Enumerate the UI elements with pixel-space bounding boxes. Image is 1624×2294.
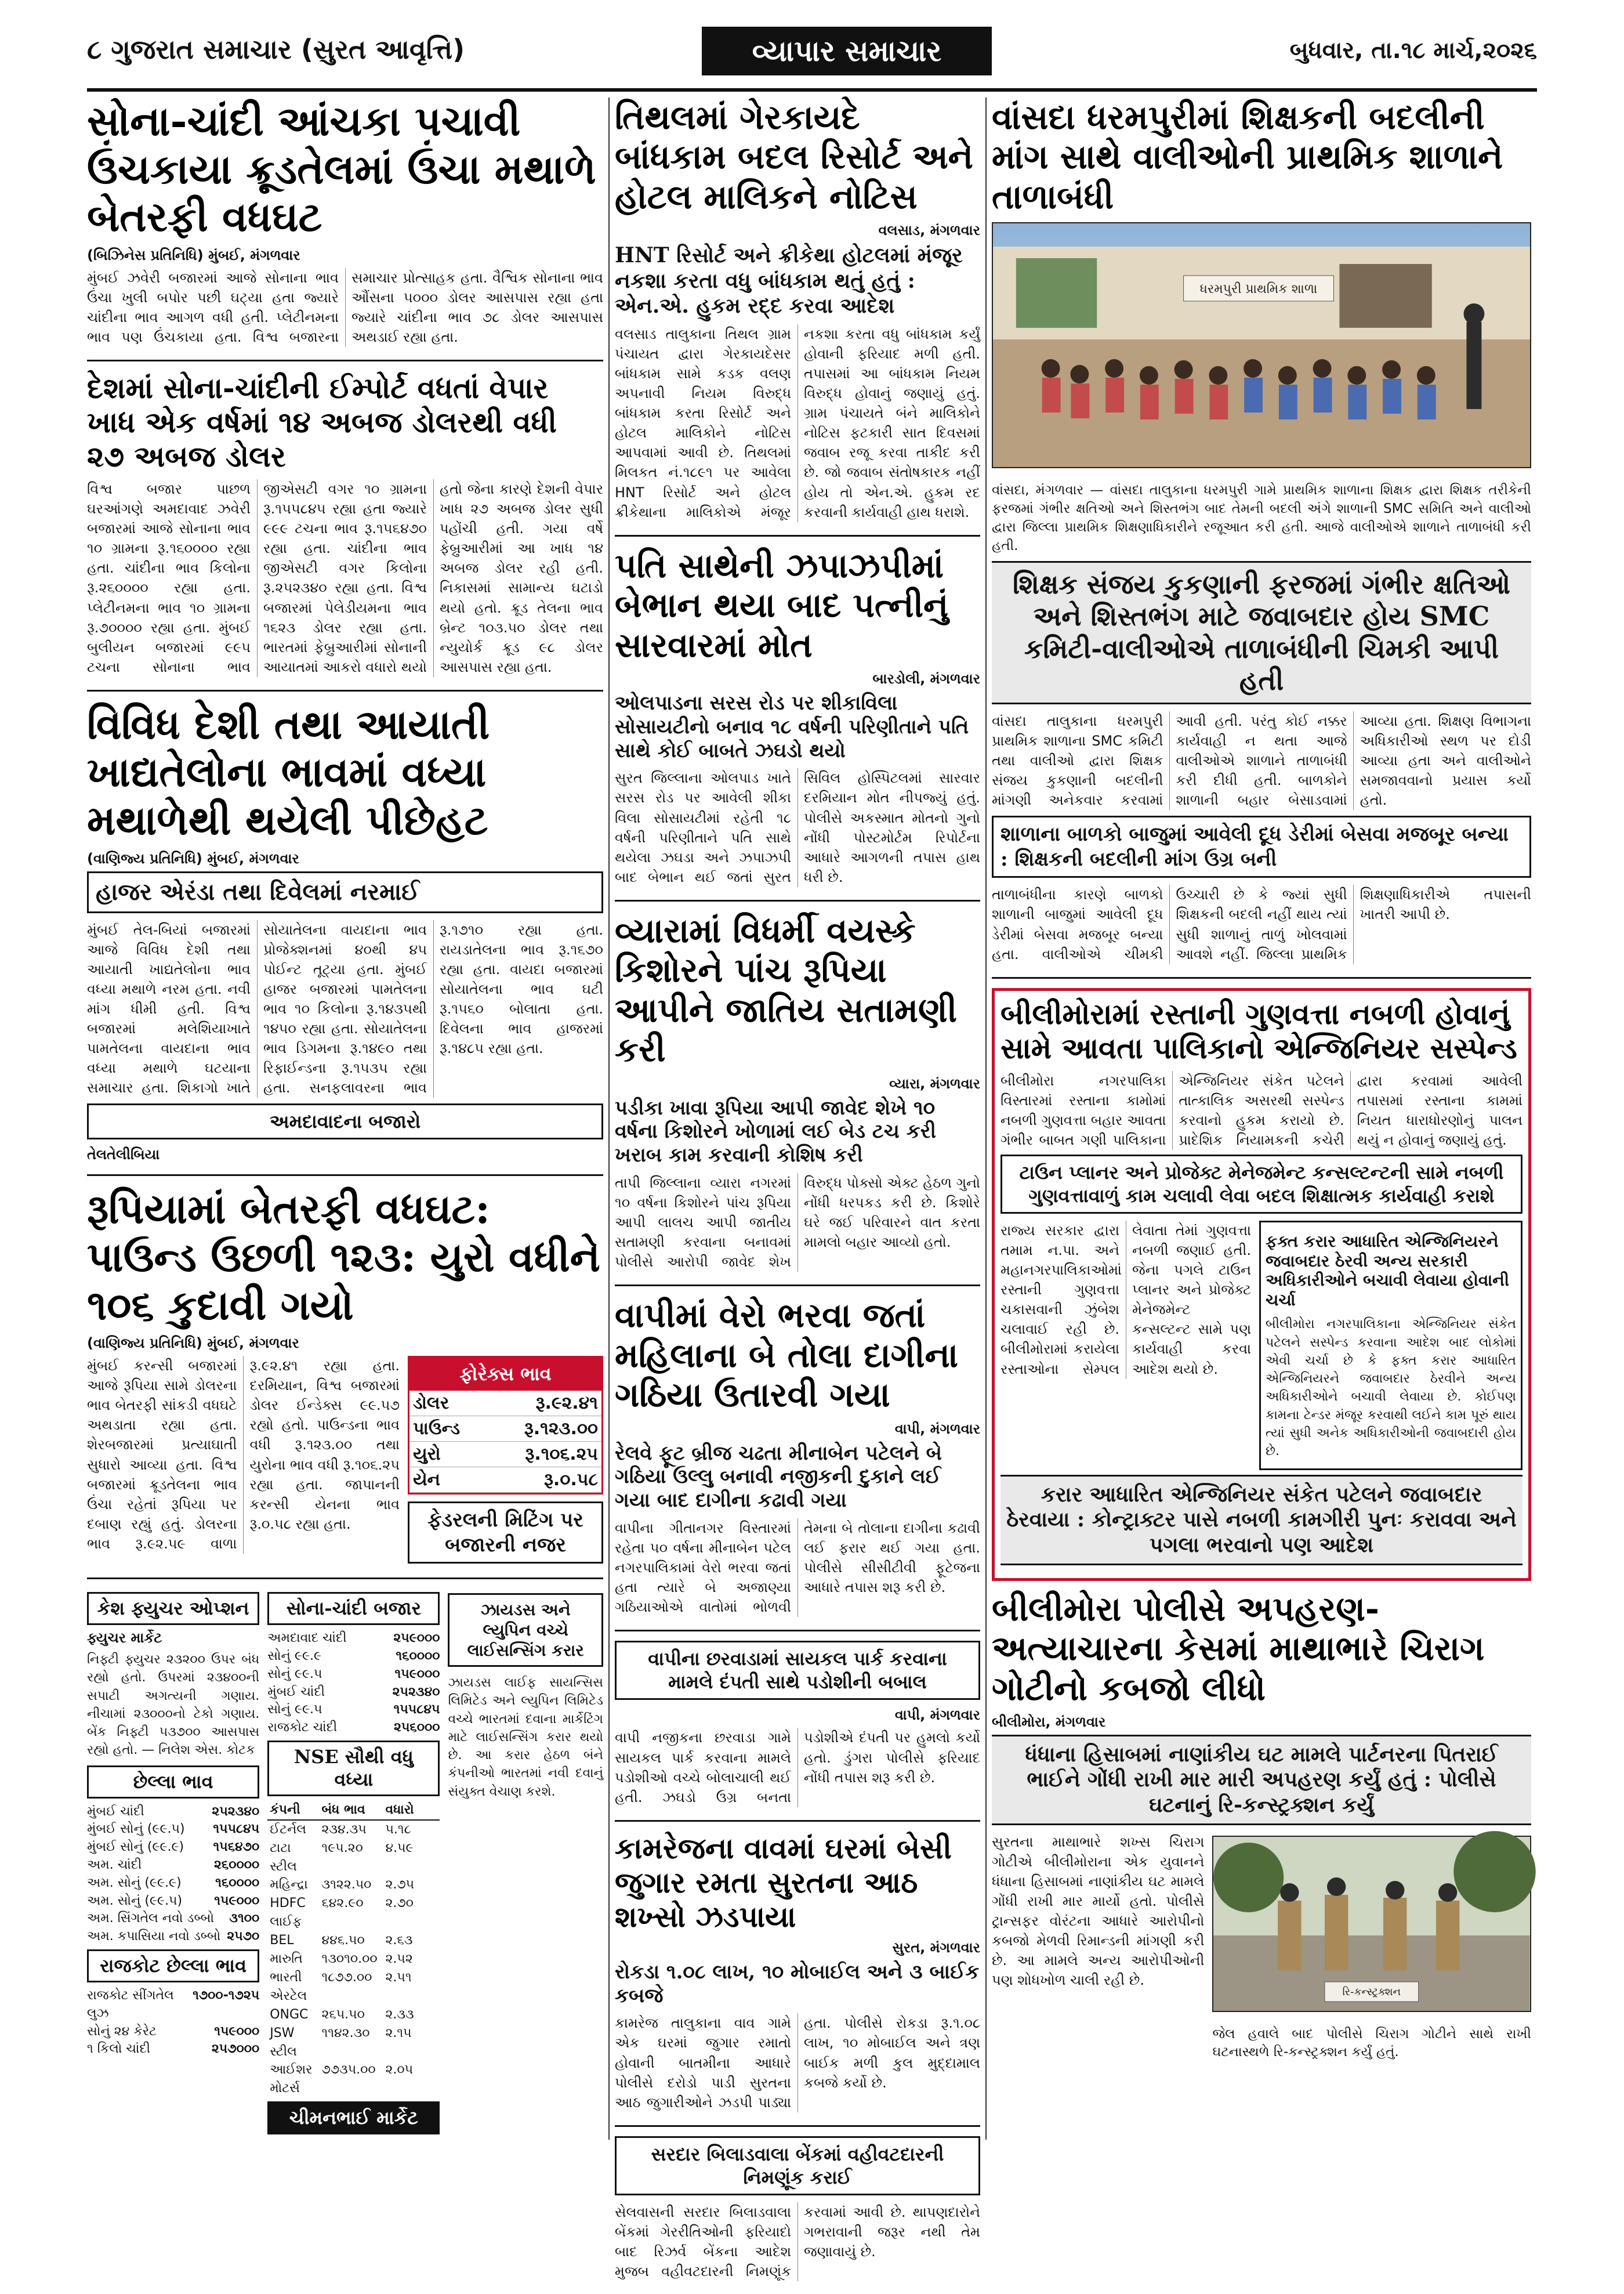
latest-rate-label: અમ. સોનું (૯૯.૯) — [87, 1875, 182, 1890]
rajkot-rate-value: ૨૫૭૦૦૦ — [211, 2042, 260, 2057]
subheadline-box: શાળાના બાળકો બાજુમાં આવેલી દૂધ ડેરીમાં બેસવા મજબૂર બન્યા : શિક્ષકની બદલીની માંગ ઉગ્ર બની — [992, 816, 1531, 878]
headline: રૂપિયામાં બેતરફી વધઘટ: પાઉન્ડ ઉછળી ૧૨૩: યુરો વધીને ૧૦૬ કુદાવી ગયો — [87, 1185, 600, 1329]
headline: વ્યારામાં વિધર્મી વયસ્કે કિશોરને પાંચ રૂપિયા આપીને જાતિય સતામણી કરી — [615, 910, 958, 1070]
story-body: તાપી જિલ્લાના વ્યારા નગરમાં ૧૦ વર્ષના કિશોરને પાંચ રૂપિયા આપી લાલચ આપી જાતીય સતામણી કરવાના બનાવમાં પોલીસે આરોપી જાવેદ શેખ વિરુદ્ધ પોક્સો એક્ટ હેઠળ ગુનો નોંધી ધરપકડ કરી છે. કિશોરે ઘરે જઈ પરિવારને વાત કરતા મામલો બહાર આવ્યો હતો. — [615, 1174, 980, 1271]
story-edible-oil — [87, 701, 603, 1176]
nse-row — [267, 2061, 440, 2098]
rajkot-rate — [87, 1987, 259, 2023]
nse-cell: ૩૧૨૨.૫૦ — [321, 1877, 372, 1893]
bullion-rate-label: મુંબઈ ચાંદી — [267, 1684, 325, 1699]
bullion-rate — [267, 1684, 440, 1702]
latest-rate-value: ૧૬૦૦૦૦ — [215, 1875, 260, 1890]
rajkot-rate-value: ૧૭૦૦-૧૭૨૫ — [193, 1988, 260, 2003]
nse-row — [267, 1839, 440, 1876]
dateline: (વાણિજ્ય પ્રતિનિધિ) મુંબઈ, મંગળવાર — [87, 1335, 299, 1352]
nse-cell: ૧૧૪૨.૩૦ — [321, 2025, 370, 2040]
rajkot-rate-label: રાજકોટ સીંગતેલ લુઝ — [87, 1988, 174, 2021]
headline: બીલીમોરા પોલીસે અપહરણ-અત્યાચારના કેસમાં માથાભારે ચિરાગ ગોટીનો કબજો લીધો — [992, 1589, 1485, 1708]
subheadline: ટાઉન પ્લાનર અને પ્રોજેક્ટ મેનેજમેન્ટ કન્સલ્ટન્ટની સામે નબળી ગુણવત્તાવાળું કામ ચલાવી લેવા બદલ શિક્ષાત્મક કાર્યવાહી કરાશે — [1000, 1155, 1522, 1214]
market-subtitle: તેલતેલીબિયા — [87, 1146, 160, 1163]
bullion-rate-label: સોનું ૯૯.૫ — [267, 1702, 322, 1717]
story-body: રાજ્ય સરકાર દ્વારા તમામ ન.પા. અને મહાનગરપાલિકાઓમાં રસ્તાની ગુણવત્તા ચકાસવાની ઝુંબેશ ચલાવાઈ રહી છે. બીલીમોરામાં કરાયેલા રસ્તાઓના સેમ્પલ લેવાતા તેમાં ગુણવત્તા નબળી જણાઈ હતી. જેના પગલે ટાઉન પ્લાનર અને પ્રોજેક્ટ મેનેજમેન્ટ કન્સલ્ટન્ટ સામે પણ કાર્યવાહી કરવા આદેશ થયો છે. — [1000, 1222, 1251, 1377]
rajkot-rate-label: સોનું ૨૪ કેરેટ — [87, 2024, 157, 2039]
road-left — [1000, 1221, 1251, 1470]
forex-panel — [408, 1356, 603, 1571]
nse-row — [267, 1969, 440, 2006]
subheadline: ધંધાના હિસાબમાં નાણાંકીય ઘટ મામલે પાર્ટનરના પિતરાઈ ભાઈને ગોંધી રાખી માર મારી અપહરણ કર્યું હતું : પોલીસે ઘટનાનું રિ-કન્સ્ટ્રક્શન કર્યું — [992, 1735, 1531, 1825]
forex-box — [408, 1356, 603, 1495]
latest-rate — [87, 1857, 259, 1875]
nse-row — [267, 1876, 440, 1894]
story-silvassa-bank — [615, 2136, 980, 2294]
bullion-rate-value: ૧૫૫૮૪૫ — [393, 1702, 440, 1717]
side-box-body: બીલીમોરા નગરપાલિકાના એન્જિનિયર સંકેત પટેલને સસ્પેન્ડ કરવાના આદેશ બાદ લોકોમાં એવી ચર્ચા છે કે ફક્ત કરાર આધારિત એન્જિનિયરને જવાબદાર ઠેરવીને અન્ય અધિકારીઓને બચાવી લેવાયા છે. કોઈપણ કામના ટેન્ડર મંજૂર કરવાથી લઈને કામ પૂરું થાય ત્યાં સુધી અનેક અધિકારીઓની જવાબદારી હોય છે. — [1266, 1317, 1516, 1459]
dateline: વાપી, મંગળવાર — [894, 1707, 980, 1724]
photo-label: રિ-કન્સ્ટ્રક્શન — [1342, 1985, 1401, 1998]
nse-row — [267, 1931, 440, 1950]
headline: વાપીમાં વેરો ભરવા જતાં મહિલાના બે તોલા દાગીના ગઠિયા ઉતારવી ગયા — [615, 1296, 958, 1415]
cash-text: નિફ્ટી ફ્યુચર ૨૩૨૦૦ ઉપર બંધ રહ્યો હતો. ઉપરમાં ૨૩૪૦૦ની સપાટી અગત્યની ગણાય. નીચામાં ૨૩૦૦૦નો ટેકો ગણાય. બેંક નિફ્ટી ૫૩૭૦૦ આસપાસ રહ્યો હતો. — નિલેશ એસ. કોટક — [87, 1652, 260, 1758]
news-column — [615, 97, 980, 2279]
nse-cell: ૬૪૨.૯૦ — [321, 1896, 364, 1911]
story-vyara — [615, 911, 980, 1287]
story-body: વાંસદા તાલુકાના ધરમપુરી પ્રાથમિક શાળાના SMC કમિટી તથા વાલીઓ દ્વારા શિક્ષક સંજય કુકણાની બદલીની માંગણી અનેકવાર કરવામાં આવી હતી. પરંતુ કોઈ નક્કર કાર્યવાહી ન થતા આજે વાલીઓએ શાળાને તાળાબંધી કરી દીધી હતી. બાળકોને શાળાની બહાર બેસાડવામાં આવ્યા હતા. શિક્ષણ વિભાગના અધિકારીઓ સ્થળ પર દોડી આવ્યા હતા અને વાલીઓને સમજાવવાનો પ્રયાસ કર્યો હતો. — [992, 713, 1531, 809]
latest-rate-label: અમ. સોનું (૯૯.૫) — [87, 1893, 183, 1908]
forex-rate — [409, 1391, 601, 1416]
forex-rate-label: યુરો — [413, 1444, 441, 1465]
story-body: મુંબઈ ઝવેરી બજારમાં આજે સોનાના ભાવ ઉંચા ખુલી બપોર પછી ઘટ્યા હતા જ્યારે ચાંદીના ભાવ આગળ વધી હતી. પ્લેટીનમના ભાવ પણ ઉંચકાયા હતા. વિશ્વ બજારના સમાચાર પ્રોત્સાહક હતા. વૈશ્વિક સોનાના ભાવ ઔંસના ૫૦૦૦ ડોલર આસપાસ રહ્યા હતા જ્યારે ચાંદીના ભાવ ૭૮ ડોલર આસપાસ અથડાઈ રહ્યા હતા. — [87, 269, 603, 346]
nse-cell: BEL — [270, 1933, 294, 1948]
dateline: વ્યારા, મંગળવાર — [889, 1075, 980, 1092]
story-body: સેલવાસની સરદાર બિલાડવાલા બેંકમાં ગેરરીતિઓની ફરિયાદો બાદ રિઝર્વ બેંકના આદેશ મુજબ વહીવટદારની નિમણૂંક કરવામાં આવી છે. થાપણદારોને ગભરાવાની જરૂર નથી તેમ જણાવાયું છે. — [615, 2203, 980, 2279]
dateline: બારડોલી, મંગળવાર — [872, 670, 980, 687]
latest-rate-label: મુંબઈ સોનું (૯૯.૯) — [87, 1840, 184, 1855]
nse-cell: ૨.૭૫ — [385, 1877, 415, 1893]
story-husband-fight — [615, 546, 980, 902]
section-title: વ્યાપાર સમાચાર — [702, 27, 992, 75]
nse-header — [267, 1801, 440, 1821]
forex-rate-label: ડોલર — [413, 1393, 449, 1414]
nse-row — [267, 1894, 440, 1931]
kidnap-photo — [1212, 1836, 1531, 2012]
nse-cell: ૪૪૬.૫૦ — [321, 1933, 365, 1948]
headline: તિથલમાં ગેરકાયદે બાંધકામ બદલ રિસોર્ટ અને હોટલ માલિકને નોટિસ — [615, 97, 973, 216]
story-vapi-theft — [615, 1296, 980, 1631]
photo-caption: વાંસદા, મંગળવાર — વાંસદા તાલુકાના ધરમપુરી ગામે પ્રાથમિક શાળાના શિક્ષક દ્વારા શિક્ષક તરીકેની ફરજમાં ગંભીર ક્ષતિઓ અને શિસ્તભંગ બાદ તેમની બદલી અંગે શાળાની SMC સમિતિ અને વાલીઓ દ્વારા જિલ્લા પ્રાથમિક શિક્ષણાધિકારીને રજૂઆત કરી હતી. આજે વાલીઓએ શાળાને તાળાબંધી કરી હતી. — [992, 483, 1531, 553]
masthead — [87, 23, 1537, 92]
latest-rate-label: મુંબઈ સોનું (૯૯.૫) — [87, 1822, 185, 1837]
story-gold-silver — [87, 97, 603, 361]
subheadline: HNT રિસોર્ટ અને ક્રીકેથા હોટલમાં મંજૂર નકશા કરતા વધુ બાંધકામ થતું હતું : એન.એ. હુકમ રદ્દ કરવા આદેશ — [615, 243, 963, 318]
cash-market — [87, 1589, 259, 2139]
bullion-rate-value: ૨૫૯૦૦૦ — [393, 1631, 440, 1646]
story-body: વિશ્વ બજાર પાછળ ઘરઆંગણે અમદાવાદ ઝવેરી બજારમાં આજે સોનાના ભાવ ૧૦ ગ્રામના રૂ.૧૬૦૦૦૦ રહ્યા હતા. ચાંદીના ભાવ કિલોના રૂ.૨૬૦૦૦૦ રહ્યા હતા. પ્લેટીનમના ભાવ ૧૦ ગ્રામના રૂ.૭૦૦૦૦ રહ્યા હતા. મુંબઈ બુલીયન બજારમાં ૯૯૫ ટચના સોનાના ભાવ જીએસટી વગર ૧૦ ગ્રામના રૂ.૧૫૫૮૪૫ રહ્યા હતા જ્યારે ૯૯૯ ટચના ભાવ રૂ.૧૫૬૪૭૦ રહ્યા હતા. ચાંદીના ભાવ જીએસટી વગર કિલોના રૂ.૨૫૨૩૪૦ રહ્યા હતા. વિશ્વ બજારમાં પેલેડીયમના ભાવ ૧૬૨૩ ડોલર રહ્યા હતા. ભારતમાં ફેબ્રુઆરીમાં સોનાની આયાતમાં આકરો વધારો થયો હતો જેના કારણે દેશની વેપાર ખાધ ૨૭ અબજ ડોલર સુધી પહોંચી હતી. ગયા વર્ષે ફેબ્રુઆરીમાં આ ખાધ ૧૪ અબજ ડોલર રહી હતી. નિકાસમાં સામાન્ય ઘટાડો થયો હતો. ક્રૂડ તેલના ભાવ બ્રેન્ટ ૧૦૩.૫૦ ડોલર તથા ન્યુયોર્ક ક્રૂડ ૯૮ ડોલર આસપાસ રહ્યા હતા. — [87, 481, 603, 675]
nse-cell: ૨૩૪.૩૫ — [321, 1822, 367, 1837]
school-photo-image — [993, 223, 1530, 467]
forex-rate-value: રૂ.૯૨.૪૧ — [535, 1393, 598, 1414]
story-school-lockout — [992, 97, 1531, 979]
subheadline: શિક્ષક સંજય કુકણાની ફરજમાં ગંભીર ક્ષતિઓ અને શિસ્તભંગ માટે જવાબદાર હોય SMC કમિટી-વાલીઓએ તાળાબંધીની ચિમકી આપી હતી — [992, 561, 1531, 704]
latest-rates — [87, 1803, 259, 1946]
page-number-edition: ૮ ગુજરાત સમાચાર (સુરત આવૃત્તિ) — [87, 34, 465, 65]
latest-rate-value: ૧૫૯૦૦૦ — [214, 1893, 260, 1908]
cash-subtitle: ફ્યુચર માર્કેટ — [87, 1630, 162, 1647]
nse-cell: JSW સ્ટીલ — [270, 2025, 297, 2059]
dateline: (બિઝિનેસ પ્રતિનિધિ) મુંબઈ, મંગળવાર — [87, 247, 300, 263]
nse-cell: ૨.૧૫ — [385, 2025, 412, 2040]
story-chhirwada — [615, 1641, 980, 1821]
nse-cell: ઈટર્નલ — [270, 1822, 307, 1837]
nse-cell: ૧૩૦૧૦.૦૦ — [321, 1952, 378, 1967]
rajkot-rate — [87, 2023, 259, 2041]
nse-cell: આઈશર મોટર્સ — [270, 2063, 313, 2096]
nse-row — [267, 1821, 440, 1839]
market-box-title: અમદાવાદના બજારો — [87, 1103, 603, 1139]
forex-rate-value: રૂ.૧૦૬.૨૫ — [525, 1444, 598, 1465]
column-divider — [985, 97, 987, 2140]
rajkot-rate-label: ૧ કિલો ચાંદી — [87, 2042, 150, 2057]
bullion-rates — [267, 1630, 440, 1737]
nse-cell: ૨૬૫.૫૦ — [321, 2007, 365, 2022]
bullion-rate-label: સોનું ૯૯.૫ — [267, 1666, 322, 1681]
market-boxes — [87, 1589, 603, 2139]
latest-rate — [87, 1821, 259, 1839]
bullion-rate-label: રાજકોટ ચાંદી — [267, 1720, 338, 1735]
story-body: મુંબઈ તેલ-બિયાં બજારમાં આજે વિવિધ દેશી તથા આયાતી ખાદ્યતેલોના ભાવ વધ્યા મથાળે નરમ હતા. નવી માંગ ધીમી હતી. વિશ્વ બજારમાં મલેશિયાખાતે પામતેલના વાયદાના ભાવ વધ્યા મથાળે ઘટયાના સમાચાર હતા. શિકાગો ખાતે સોયાતેલના વાયદાના ભાવ પ્રોજેક્શનમાં ૪૦થી ૪૫ પોઈન્ટ તૂટ્યા હતા. મુંબઈ હાજર બજારમાં પામતેલના ભાવ ૧૦ કિલોના રૂ.૧૪૩૫થી ૧૪૫૦ રહ્યા હતા. સોયાતેલના ભાવ ડિગમના રૂ.૧૪૯૦ તથા રિફાઈન્ડના રૂ.૧૫૩૫ રહ્યા હતા. સનફલાવરના ભાવ રૂ.૧૭૧૦ રહ્યા હતા. રાયડાતેલના ભાવ રૂ.૧૬૭૦ રહ્યા હતા. વાયદા બજારમાં સોયાતેલના ભાવ ઘટી રૂ.૧૫૬૦ બોલાતા હતા. દિવેલના ભાવ હાજરમાં રૂ.૧૪૮૫ રહ્યા હતા. — [87, 921, 603, 1097]
subheadline: પડીકા ખાવા રૂપિયા આપી જાવેદ શેખે ૧૦ વર્ષના કિશોરને ખોળામાં લઈ બેડ ટચ કરી ખરાબ કામ કરવાની કોશિષ કરી — [615, 1096, 937, 1167]
kidnap-photo-wrap — [1212, 1832, 1531, 2068]
headline: સરદાર બિલાડવાલા બેંકમાં વહીવટદારની નિમણૂંક કરાઈ — [615, 2136, 980, 2195]
latest-rate-value: ૨૬૦૦૦૦ — [214, 1857, 260, 1872]
nse-cell: ૨.૭૦ — [385, 1896, 414, 1911]
story-body: વલસાડ તાલુકાના તિથલ ગ્રામ પંચાયત દ્વારા ગેરકાયદેસર બાંધકામ સામે કડક વલણ અપનાવી નિયમ વિરુદ્ધ બાંધકામ કરતા રિસોર્ટ અને હોટલ માલિકોને નોટિસ આપવામાં આવી છે. તિથલમાં મિલકત નં.૧૮૯૧ પર આવેલા HNT રિસોર્ટ અને હોટલ ક્રીકેથાના માલિકોએ મંજૂર નકશા કરતા વધુ બાંધકામ કર્યું હોવાની ફરિયાદ મળી હતી. તપાસમાં આ બાંધકામ નિયમ વિરુદ્ધ હોવાનું જણાયું હતું. ગ્રામ પંચાયતે બંને માલિકોને નોટિસ ફટકારી સાત દિવસમાં જવાબ રજૂ કરવા તાકીદ કરી છે. જો જવાબ સંતોષકારક નહીં હોય તો એન.એ. હુકમ રદ કરવાની કાર્યવાહી હાથ ધરાશે. — [615, 325, 980, 520]
nse-cell: ભારતી એરટેલ — [270, 1970, 307, 2003]
rajkot-rate — [87, 2040, 259, 2058]
nse-cell: ૨.૫૨ — [385, 1952, 413, 1967]
school-photo — [992, 222, 1531, 468]
bullion-rate-value: ૧૫૯૦૦૦ — [394, 1666, 440, 1681]
footer-headline: કરાર આધારિત એન્જિનિયર સંકેત પટેલને જવાબદાર ઠેરવાયા : કોન્ટ્રાક્ટર પાસે નબળી કામગીરી પુનઃ કરાવવા અને પગલા ભરવાનો પણ આદેશ — [1000, 1475, 1522, 1565]
forex-rate — [409, 1416, 601, 1442]
forex-rate-value: રૂ.૧૨૩.૦૦ — [524, 1419, 598, 1439]
bullion-rate — [267, 1701, 440, 1719]
dateline: વલસાડ, મંગળવાર — [878, 222, 980, 239]
story-trade-deficit — [87, 371, 603, 692]
nse-cell: ૧૮૭૭.૦૦ — [321, 1970, 372, 1985]
story-body: સુરત જિલ્લાના ઓલપાડ ખાતે સરસ રોડ પર આવેલી શીકા વિલા સોસાયટીમાં રહેતી ૧૮ વર્ષની પરિણીતાને પતિ સાથે થયેલા ઝઘડા અને ઝપાઝપી બાદ બેભાન થઈ જતાં સુરત સિવિલ હોસ્પિટલમાં સારવાર દરમિયાન મોત નીપજ્યું હતું. પોલીસે અકસ્માત મોતનો ગુનો નોંધી પોસ્ટમોર્ટમ રિપોર્ટના આધારે આગળની તપાસ હાથ ધરી છે. — [615, 770, 980, 885]
bullion-title: સોના-ચાંદી બજાર — [267, 1592, 440, 1625]
nse-column-header: બંધ ભાવ — [321, 1802, 365, 1817]
latest-rate-label: અમ. ચાંદી — [87, 1857, 142, 1872]
latest-rate-value: ૨૫૭૦ — [227, 1929, 260, 1944]
nse-cell: ટાટા સ્ટીલ — [270, 1840, 297, 1874]
column-divider — [608, 97, 610, 2140]
nse-cell: ૧૯૫.૨૦ — [321, 1840, 363, 1855]
kidnap-row — [992, 1832, 1531, 2068]
latest-rate — [87, 1910, 259, 1928]
subheadline-box: હાજર એરંડા તથા દિવેલમાં નરમાઈ — [87, 871, 603, 913]
subheadline: રેલવે ફૂટ બ્રીજ ચઢતા મીનાબેન પટેલને બે ગઠિયા ઉલ્લુ બનાવી નજીકની દુકાને લઈ ગયા બાદ દાગીના કઢાવી ગયા — [615, 1441, 942, 1513]
story-rupee — [87, 1185, 603, 1579]
side-box-headline: ફક્ત કરાર આધારિત એન્જિનિયરને જવાબદાર ઠેરવી અન્ય સરકારી અધિકારીઓને બચાવી લેવાયા હોવાની ચર્ચા — [1266, 1232, 1510, 1309]
story-body: વાપી નજીકના છરવાડા ગામે સાયકલ પાર્ક કરવાના મામલે પડોશીઓ વચ્ચે બોલાચાલી થઈ હતી. ઝઘડો ઉગ્ર બનતા પડોશીએ દંપતી પર હુમલો કર્યો હતો. ડુંગરા પોલીસે ફરિયાદ નોંધી તપાસ શરૂ કરી છે. — [615, 1729, 980, 1805]
story-kamrej-gambling — [615, 1831, 980, 2127]
story-body: મુંબઈ કરન્સી બજારમાં આજે રૂપિયા સામે ડોલરના ભાવ બેતરફી સાંકડી વધઘટે અથડાતા રહ્યા હતા. શેરબજારમાં પ્રત્યાઘાતી સુધારો આવ્યા હતા. વિશ્વ બજારમાં ક્રૂડતેલના ભાવ ઉંચા રહેતાં રૂપિયા પર દબાણ રહ્યું હતું. ડોલરના ભાવ રૂ.૯૨.૫૯ વાળા રૂ.૯૨.૪૧ રહ્યા હતા. દરમિયાન, વિશ્વ બજારમાં ડોલર ઈન્ડેક્સ ૯૯.૫૭ રહ્યો હતો. પાઉન્ડના ભાવ વધી રૂ.૧૨૩.૦૦ તથા યુરોના ભાવ વધી રૂ.૧૦૬.૨૫ રહ્યા હતા. જાપાનની કરન્સી યેનના ભાવ રૂ.૦.૫૮ રહ્યા હતા. — [87, 1358, 400, 1552]
latest-rate-value: ૧૫૬૪૭૦ — [213, 1840, 260, 1855]
rupee-text — [87, 1356, 400, 1571]
nse-cell: ૨.૬૩ — [385, 1933, 413, 1948]
forex-rate — [409, 1442, 601, 1467]
rajkot-rates — [87, 1987, 259, 2058]
story-body: બીલીમોરા નગરપાલિકા વિસ્તારમાં રસ્તાના કામોમાં નબળી ગુણવત્તા બહાર આવતા ગંભીર બાબત ગણી પાલિકાના એન્જિનિયર સંકેત પટેલને તાત્કાલિક અસરથી સસ્પેન્ડ કરવાનો હુકમ કરાયો છે. પ્રાદેશિક નિયામકની કચેરી દ્વારા કરવામાં આવેલી તપાસમાં રસ્તાના કામમાં નિયત ધારાધોરણોનું પાલન થયું ન હોવાનું જણાયું હતું. — [1000, 1072, 1522, 1148]
forex-rate — [409, 1467, 601, 1493]
forex-rate-label: યેન — [413, 1470, 440, 1490]
latest-rate — [87, 1893, 259, 1911]
rupee-row — [87, 1356, 603, 1571]
fed-subheadline: ફેડરલની મિટિંગ પર બજારની નજર — [408, 1501, 603, 1564]
forex-rate-label: પાઉન્ડ — [413, 1419, 461, 1439]
dateline: વાપી, મંગળવાર — [894, 1420, 980, 1437]
regional-column — [992, 97, 1531, 2140]
zydus-story — [448, 1589, 603, 2139]
story-body: સુરતના માથાભારે શખ્સ ચિરાગ ગોટીએ બીલીમોરાના એક યુવાનને ધંધાના હિસાબમાં નાણાંકીય ઘટ મામલે ગોંધી રાખી માર માર્યો હતો. પોલીસે ટ્રાન્સફર વોરંટના આધારે આરોપીનો કબજો મેળવી રિમાન્ડની માંગણી કરી છે. આ મામલે અન્ય આરોપીઓની પણ શોધખોળ ચાલી રહી છે. — [992, 1833, 1205, 1989]
bullion-rate-value: ૨૫૬૦૦૦ — [394, 1720, 440, 1735]
bullion-rate-label: સોનું ૯૯.૯ — [267, 1648, 322, 1663]
story-road-quality — [992, 988, 1531, 1581]
dateline: (વાણિજ્ય પ્રતિનિધિ) મુંબઈ, મંગળવાર — [87, 850, 299, 867]
kidnap-text — [992, 1832, 1204, 2068]
nse-cell: ૪.૫૯ — [385, 1840, 414, 1855]
kidnap-photo-image — [1213, 1837, 1530, 2011]
latest-rate-value: ૨૫૨૩૪૦ — [212, 1804, 260, 1819]
bullion-rate-label: અમદાવાદ ચાંદી — [267, 1631, 347, 1646]
issue-date: બુધવાર, તા.૧૮ માર્ચ,૨૦૨૬ — [1289, 37, 1537, 64]
bullion-rate — [267, 1666, 440, 1684]
bullion-rate — [267, 1648, 440, 1666]
nse-cell: ૫.૧૮ — [385, 1822, 411, 1837]
headline: પતિ સાથેની ઝપાઝપીમાં બેભાન થયા બાદ પત્નીનું સારવારમાં મોત — [615, 545, 949, 665]
rajkot-rate-value: ૧૫૯૦૦૦ — [214, 2024, 260, 2039]
zydus-body: ઝાયડસ લાઈફ સાયન્સિસ લિમિટેડ અને લ્યુપિન લિમિટેડ વચ્ચે ભારતમાં દવાના માર્કેટિંગ માટે લાઈસન્સિંગ કરાર થયો છે. આ કરાર હેઠળ બંને કંપનીઓ ભારતમાં નવી દવાનું સંયુક્ત વેચાણ કરશે. — [448, 1676, 603, 1799]
bullion-rate — [267, 1719, 440, 1737]
road-side-box — [1259, 1221, 1522, 1470]
nse-cell: HDFC લાઈફ — [270, 1896, 306, 1930]
headline: વાપીના છરવાડામાં સાયકલ પાર્ક કરવાના મામલે દંપતી સાથે પડોશીની બબાલ — [615, 1641, 980, 1700]
bullion-rate-value: ૧૬૦૦૦૦ — [396, 1648, 440, 1663]
nse-row — [267, 2006, 440, 2024]
headline: કામરેજના વાવમાં ઘરમાં બેસી જુગાર રમતા સુરતના આઠ શખ્સો ઝડપાયા — [615, 1830, 952, 1934]
nse-cell: ૨.૫૧ — [385, 1970, 412, 1985]
story-tithal-resort — [615, 97, 980, 537]
chiman-title: ચીમનભાઈ માર્કેટ — [267, 2101, 440, 2134]
nse-title: NSE સૌથી વધુ વધ્યા — [267, 1741, 440, 1796]
story-body: તાળાબંધીના કારણે બાળકો શાળાની બાજુમાં આવેલી દૂધ ડેરીમાં બેસવા મજબૂર બન્યા હતા. વાલીઓએ ચીમકી ઉચ્ચારી છે કે જ્યાં સુધી શિક્ષકની બદલી નહીં થાય ત્યાં સુધી શાળાનું તાળું ખોલવામાં આવશે નહીં. જિલ્લા પ્રાથમિક શિક્ષણાધિકારીએ તપાસની ખાતરી આપી છે. — [992, 887, 1531, 963]
latest-rate — [87, 1839, 259, 1857]
forex-rates — [409, 1391, 601, 1493]
zydus-headline: ઝાયડસ અને લ્યુપિન વચ્ચે લાઈસન્સિંગ કરાર — [448, 1593, 603, 1667]
subheadline: રોકડા ૧.૦૮ લાખ, ૧૦ મોબાઈલ અને ૩ બાઈક કબજે — [615, 1960, 980, 2007]
rajkot-title: રાજકોટ છેલ્લા ભાવ — [87, 1949, 259, 1982]
photo-caption: જેલ હવાલે બાદ પોલીસે ચિરાગ ગોટીને સાથે રાખી ઘટનાસ્થળે રિ-કન્સ્ટ્રક્શન કર્યું હતું. — [1212, 2026, 1531, 2060]
photo-label: ધરમપુરી પ્રાથમિક શાળા — [1199, 282, 1318, 297]
latest-title: છેલ્લા ભાવ — [87, 1765, 259, 1799]
headline: વિવિધ દેશી તથા આયાતી ખાદ્યતેલોના ભાવમાં વધ્યા મથાળેથી થયેલી પીછેહટ — [87, 700, 490, 845]
latest-rate-label: મુંબઈ ચાંદી — [87, 1804, 144, 1819]
nse-cell: ૨.૦૫ — [385, 2063, 414, 2078]
latest-rate — [87, 1928, 259, 1946]
headline: સોના-ચાંદી આંચકા પચાવી ઉંચકાયા ક્રૂડતેલમાં ઉંચા મથાળે બેતરફી વધઘટ — [87, 97, 596, 241]
latest-rate-value: ૧૫૫૮૪૫ — [213, 1822, 260, 1837]
bullion-rate — [267, 1630, 440, 1648]
bullion-rate-value: ૨૫૨૩૪૦ — [392, 1684, 440, 1699]
bullion-market — [267, 1589, 440, 2139]
dateline: બીલીમોરા, મંગળવાર — [992, 1714, 1106, 1731]
latest-rate-label: અમ. કપાસિયા નવો ડબ્બો — [87, 1929, 221, 1944]
nse-cell: મહિન્દ્રા — [270, 1877, 308, 1893]
business-column — [87, 97, 603, 2140]
cash-title: કેશ ફ્યુચર ઓપ્શન — [87, 1592, 259, 1625]
forex-title: ફોરેક્સ ભાવ — [409, 1358, 601, 1391]
nse-column-header: કંપની — [270, 1802, 300, 1817]
headline: બીલીમોરામાં રસ્તાની ગુણવત્તા નબળી હોવાનું સામે આવતા પાલિકાનો એન્જિનિયર સસ્પેન્ડ — [1000, 996, 1517, 1065]
nse-cell: ૨.૩૩ — [385, 2007, 414, 2022]
nse-column-header: વધારો — [385, 1802, 414, 1817]
nse-cell: ONGC — [270, 2007, 309, 2022]
latest-rate-value: ૩૧૦૦ — [229, 1911, 260, 1926]
latest-rate — [87, 1803, 259, 1821]
latest-rate-label: અમ. સિંગતેલ નવો ડબ્બો — [87, 1911, 214, 1926]
headline: દેશમાં સોના-ચાંદીની ઈમ્પોર્ટ વધતાં વેપાર ખાધ એક વર્ષમાં ૧૪ અબજ ડોલરથી વધી ૨૭ અબજ ડોલર — [87, 371, 557, 474]
nse-cell: ૭૭૩૫.૦૦ — [321, 2063, 376, 2078]
nse-row — [267, 2024, 440, 2061]
subheadline: ઓલપાડના સરસ રોડ પર શીકાવિલા સોસાયટીનો બનાવ ૧૮ વર્ષની પરિણીતાને પતિ સાથે કોઈ બાબતે ઝઘડો થયો — [615, 691, 969, 762]
road-lower — [1000, 1221, 1522, 1470]
latest-rate — [87, 1875, 259, 1893]
nse-row — [267, 1950, 440, 1969]
forex-rate-value: રૂ.૦.૫૮ — [543, 1470, 598, 1490]
dateline: સુરત, મંગળવાર — [892, 1939, 980, 1956]
nse-gainers — [267, 1821, 440, 2098]
story-body: વાપીના ગીતાનગર વિસ્તારમાં રહેતા ૫૦ વર્ષના મીનાબેન પટેલ નગરપાલિકામાં વેરો ભરવા જતાં હતા ત્યારે બે અજાણ્યા ગઠિયાઓએ વાતોમાં ભોળવી તેમના બે તોલાના દાગીના કઢાવી લઈ ફરાર થઈ ગયા હતા. પોલીસે સીસીટીવી ફૂટેજના આધારે તપાસ શરૂ કરી છે. — [615, 1520, 980, 1616]
nse-cell: મારુતિ — [270, 1952, 303, 1967]
story-body: કામરેજ તાલુકાના વાવ ગામે એક ઘરમાં જુગાર રમાતો હોવાની બાતમીના આધારે પોલીસે દરોડો પાડી સુરતના આઠ જુગારીઓને ઝડપી પાડ્યા હતા. પોલીસે રોકડા રૂ.૧.૦૮ લાખ, ૧૦ મોબાઈલ અને ત્રણ બાઈક મળી કુલ મુદ્દામાલ કબજે કર્યો છે. — [615, 2015, 980, 2111]
headline: વાંસદા ધરમપુરીમાં શિક્ષકની બદલીની માંગ સાથે વાલીઓની પ્રાથમિક શાળાને તાળાબંધી — [992, 97, 1503, 216]
story-kidnap — [992, 1589, 1531, 2075]
